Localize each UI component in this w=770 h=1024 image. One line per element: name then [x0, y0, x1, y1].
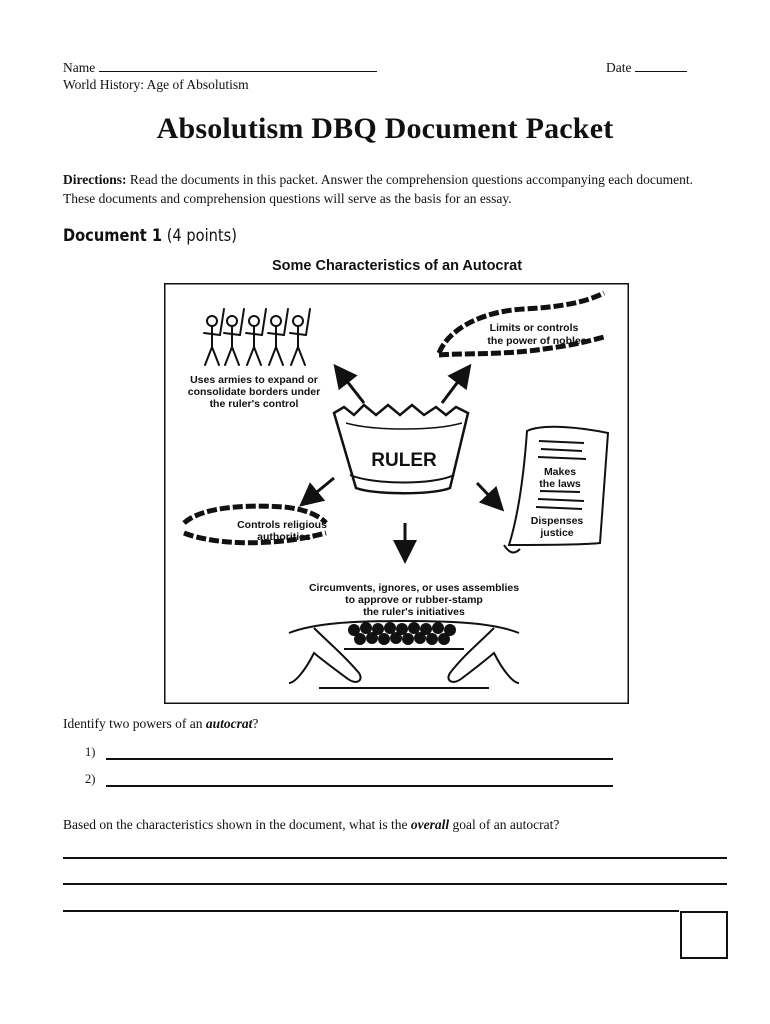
label-ruler: RULER [371, 450, 437, 471]
directions-label: Directions: [63, 172, 127, 187]
question-1 [63, 716, 258, 732]
label-armies-1: Uses armies to expand or [190, 374, 318, 386]
label-nobles-2: the power of nobles [487, 335, 587, 347]
document-points: (4 points) [166, 226, 237, 246]
score-box[interactable] [680, 911, 728, 959]
label-justice-2: justice [540, 527, 574, 539]
figure-title: Some Characteristics of an Autocrat [271, 258, 523, 274]
q2-suffix: goal of an autocrat? [449, 817, 560, 832]
answer-1-number: 1) [85, 745, 96, 759]
label-armies-3: the ruler's control [209, 398, 299, 410]
label-assemblies-1: Circumvents, ignores, or uses assemblies [308, 582, 520, 594]
label-assemblies-2: to approve or rubber-stamp [345, 594, 483, 606]
name-field[interactable] [63, 59, 377, 76]
q2-prefix: Based on the characteristics shown in the document, what is the [63, 817, 411, 832]
date-field[interactable] [606, 59, 687, 76]
date-label: Date [606, 60, 632, 75]
essay-line-3[interactable] [63, 910, 679, 912]
q1-prefix: Identify two powers of an [63, 716, 206, 731]
essay-line-1[interactable] [63, 857, 727, 859]
name-label: Name [63, 60, 96, 75]
page-title: Absolutism DBQ Document Packet [156, 112, 614, 145]
essay-line-2[interactable] [63, 883, 727, 885]
label-nobles-1: Limits or controls [489, 322, 579, 334]
answer-1-line[interactable] [106, 758, 613, 760]
autocrat-diagram [164, 283, 629, 704]
q1-emphasis: autocrat [205, 716, 253, 731]
name-underline[interactable] [99, 59, 377, 72]
label-laws-2: the laws [539, 478, 581, 490]
q1-suffix: ? [252, 716, 259, 731]
directions [63, 170, 713, 208]
q2-emphasis: overall [410, 817, 450, 832]
label-assemblies-3: the ruler's initiatives [363, 606, 465, 618]
document-number: Document 1 [63, 226, 163, 246]
directions-text: Read the documents in this packet. Answer the comprehension questions accompanying each document. These documents and comprehension questions will serve as the basis for an essay. [63, 172, 693, 206]
answer-2-line[interactable] [106, 785, 613, 787]
document-heading [63, 226, 237, 246]
question-2 [63, 817, 559, 833]
course-name: World History: Age of Absolutism [63, 77, 249, 92]
date-underline[interactable] [635, 59, 687, 72]
answer-2-number: 2) [85, 772, 96, 786]
label-justice-1: Dispenses [530, 515, 584, 527]
label-religion-2: authorities [257, 531, 311, 543]
label-religion-1: Controls religious [237, 519, 327, 531]
label-laws-1: Makes [543, 466, 577, 478]
label-armies-2: consolidate borders under [187, 386, 321, 398]
